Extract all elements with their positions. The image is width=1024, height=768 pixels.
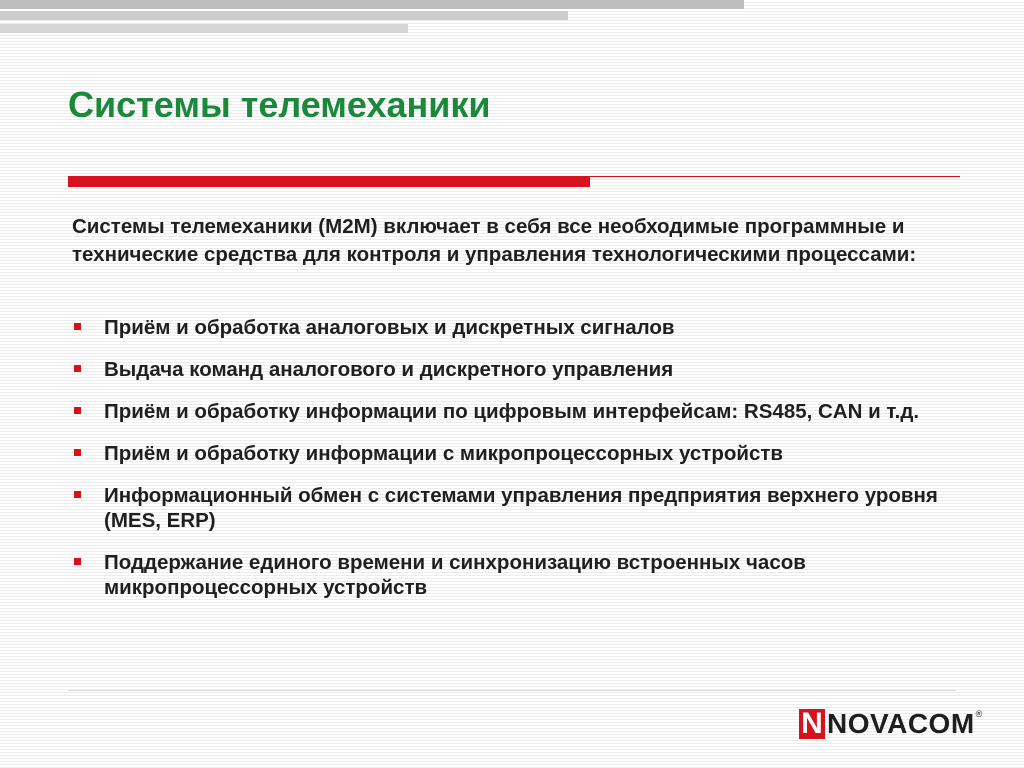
- novacom-logo: [799, 709, 982, 739]
- logo-n-block: N: [799, 709, 825, 739]
- intro-paragraph: Системы телемеханики (M2M) включает в себя все необходимые программные и технические средства для контроля и управления технологическими процессами:: [72, 215, 917, 266]
- bullet-item: [72, 315, 972, 340]
- title-underline-line: [590, 176, 960, 177]
- logo-text: NOVACOM: [827, 708, 975, 739]
- bullet-text: Приём и обработку информации по цифровым интерфейсам: RS485, CAN и т.д.: [104, 400, 920, 423]
- square-bullet-icon: [74, 491, 81, 498]
- top-decor-bar-2: [0, 11, 568, 20]
- footer-divider: [68, 690, 956, 691]
- bullet-item: [72, 550, 972, 600]
- bullet-item: [72, 399, 972, 424]
- square-bullet-icon: [74, 558, 81, 565]
- bullet-text: Приём и обработка аналоговых и дискретных сигналов: [104, 316, 675, 339]
- square-bullet-icon: [74, 365, 81, 372]
- slide-title: Системы телемеханики: [68, 84, 491, 125]
- bullet-text: Выдача команд аналогового и дискретного управления: [104, 358, 674, 381]
- bullet-item: [72, 483, 972, 533]
- square-bullet-icon: [74, 323, 81, 330]
- top-decor-bar-1: [0, 0, 744, 9]
- bullet-text: Информационный обмен с системами управления предприятия верхнего уровня (MES, ERP): [104, 484, 938, 532]
- bullet-text: Поддержание единого времени и синхронизацию встроенных часов микропроцессорных устройств: [104, 551, 806, 599]
- bullet-item: [72, 441, 972, 466]
- registered-mark-icon: ®: [975, 709, 983, 719]
- bullet-text: Приём и обработку информации с микропроцессорных устройств: [104, 442, 784, 465]
- square-bullet-icon: [74, 449, 81, 456]
- bullet-item: [72, 357, 972, 382]
- title-underline-bar: [68, 176, 590, 187]
- bullet-list: [72, 315, 972, 617]
- square-bullet-icon: [74, 407, 81, 414]
- top-decor-bar-3: [0, 24, 408, 33]
